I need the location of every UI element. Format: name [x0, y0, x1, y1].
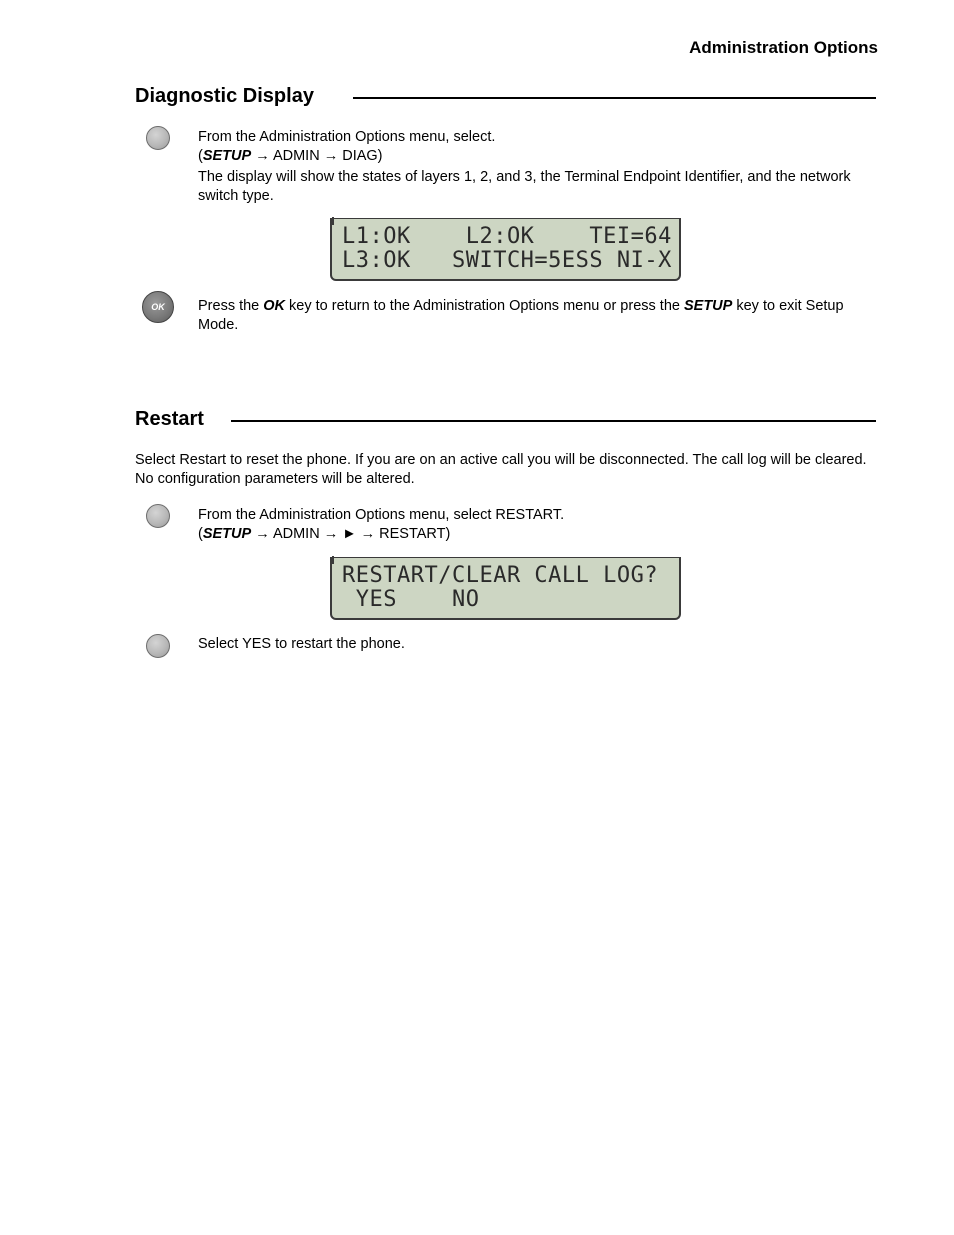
path-rest: → ADMIN → ► → RESTART)	[251, 526, 451, 542]
lcd-line-2: YES NO	[342, 587, 480, 612]
ok-key-icon: OK	[142, 291, 174, 323]
diagnostic-step2	[198, 297, 868, 335]
step2-text-c: key to exit Setup Mode.	[198, 298, 844, 333]
setup-key-label: SETUP	[202, 148, 252, 164]
step-bullet-icon	[146, 504, 170, 528]
restart-step2: Select YES to restart the phone.	[198, 636, 405, 652]
diagnostic-step1	[198, 128, 868, 206]
lcd-line-2: L3:OK SWITCH=5ESS NI-X	[342, 248, 672, 273]
section-rule-restart	[231, 420, 876, 422]
diagnostic-step1-path	[198, 147, 868, 166]
path-open: (	[198, 148, 203, 164]
lcd-display-diagnostic	[330, 218, 681, 281]
diagnostic-step1-line1: From the Administration Options menu, select.	[198, 129, 496, 145]
step2-text-b: key to return to the Administration Options menu or press the	[285, 298, 684, 314]
lcd-display-restart	[330, 557, 681, 620]
step-bullet-icon	[146, 634, 170, 658]
setup-key-label: SETUP	[683, 298, 733, 314]
restart-step1	[198, 506, 868, 544]
ok-key-label: OK	[263, 298, 286, 314]
setup-key-label: SETUP	[202, 526, 252, 542]
section-rule-diagnostic	[353, 97, 876, 99]
section-title-diagnostic: Diagnostic Display	[135, 85, 314, 107]
restart-intro: Select Restart to reset the phone. If you are on an active call you will be disconnected. The call log will be cleared. No configuration parameters will be altered.	[135, 452, 867, 487]
lcd-line-1: RESTART/CLEAR CALL LOG?	[342, 563, 659, 588]
lcd-line-1: L1:OK L2:OK TEI=64	[342, 224, 672, 249]
path-rest: → ADMIN → DIAG)	[251, 148, 383, 164]
running-header: Administration Options	[689, 38, 878, 57]
restart-step1-line1: From the Administration Options menu, select RESTART.	[198, 507, 565, 523]
path-open: (	[198, 526, 203, 542]
diagnostic-step1-description: The display will show the states of layers 1, 2, and 3, the Terminal Endpoint Identifier, and the network switch type.	[198, 169, 851, 204]
step2-text-a: Press the	[198, 298, 264, 314]
step-bullet-icon	[146, 126, 170, 150]
restart-step1-path	[198, 525, 868, 544]
section-title-restart: Restart	[135, 408, 204, 430]
